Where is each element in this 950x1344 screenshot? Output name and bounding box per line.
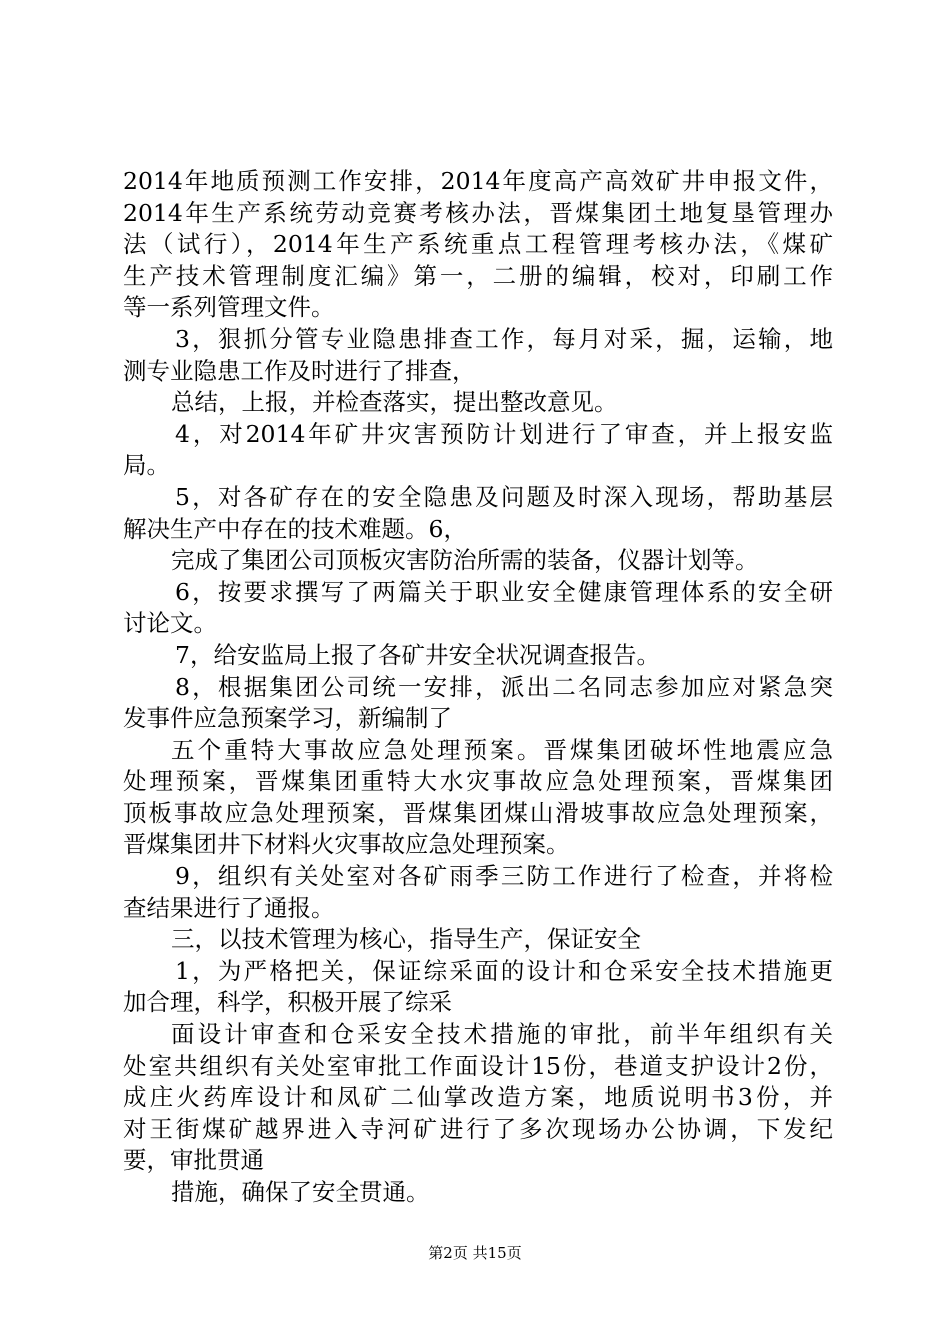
paragraph-line: 完成了集团公司顶板灾害防治所需的装备，仪器计划等。 [171, 546, 759, 575]
paragraph-line: 解决生产中存在的技术难题。6， [123, 514, 467, 543]
paragraph-line: 查结果进行了通报。 [123, 893, 335, 922]
paragraph-line: 法（试行），2014年生产系统重点工程管理考核办法，《煤矿 [123, 230, 833, 259]
paragraph-line: 发事件应急预案学习，新编制了 [123, 704, 452, 733]
paragraph-line: 4，对2014年矿井灾害预防计划进行了审查，并上报安监 [175, 419, 833, 448]
paragraph-line: 9，组织有关处室对各矿雨季三防工作进行了检查，并将检 [175, 862, 833, 891]
document-body [123, 166, 833, 1209]
paragraph-line: 处理预案，晋煤集团重特大水灾事故应急处理预案，晋煤集团 [123, 767, 833, 796]
paragraph-line: 6，按要求撰写了两篇关于职业安全健康管理体系的安全研 [175, 577, 833, 606]
paragraph-line: 晋煤集团井下材料火灾事故应急处理预案。 [123, 830, 570, 859]
paragraph-line: 5，对各矿存在的安全隐患及问题及时深入现场，帮助基层 [175, 482, 833, 511]
paragraph-line: 1，为严格把关，保证综采面的设计和仓采安全技术措施更 [175, 956, 833, 985]
paragraph-line: 顶板事故应急处理预案，晋煤集团煤山滑坡事故应急处理预案， [123, 798, 833, 827]
paragraph-line: 要，审批贯通 [123, 1146, 264, 1175]
paragraph-line: 生产技术管理制度汇编》第一，二册的编辑，校对，印刷工作 [123, 261, 833, 290]
paragraph-line: 2014年生产系统劳动竞赛考核办法，晋煤集团土地复垦管理办 [123, 198, 833, 227]
paragraph-line: 3，狠抓分管专业隐患排查工作，每月对采，掘，运输，地 [175, 324, 833, 353]
paragraph-line: 五个重特大事故应急处理预案。晋煤集团破坏性地震应急 [171, 735, 833, 764]
paragraph-line: 2014年地质预测工作安排，2014年度高产高效矿井申报文件， [123, 167, 833, 195]
paragraph-line: 措施，确保了安全贯通。 [171, 1178, 430, 1206]
paragraph-line: 测专业隐患工作及时进行了排查， [123, 356, 476, 385]
paragraph-line: 7，给安监局上报了各矿井安全状况调查报告。 [175, 640, 660, 669]
page-footer: 第2页 共15页 [428, 1244, 522, 1262]
paragraph-line: 8，根据集团公司统一安排，派出二名同志参加应对紧急突 [175, 672, 833, 701]
paragraph-line: 对王街煤矿越界进入寺河矿进行了多次现场办公协调，下发纪 [123, 1114, 833, 1143]
paragraph-line: 三，以技术管理为核心，指导生产，保证安全 [171, 925, 641, 954]
paragraph-line: 面设计审查和仓采安全技术措施的审批，前半年组织有关 [171, 1020, 833, 1049]
paragraph-line: 加合理，科学，积极开展了综采 [123, 988, 452, 1017]
paragraph-line: 处室共组织有关处室审批工作面设计15份，巷道支护设计2份， [123, 1051, 833, 1080]
paragraph-line: 总结，上报，并检查落实，提出整改意见。 [171, 388, 618, 417]
paragraph-line: 局。 [123, 451, 170, 480]
paragraph-line: 讨论文。 [123, 609, 217, 638]
paragraph-line: 成庄火药库设计和凤矿二仙掌改造方案，地质说明书3份，并 [123, 1083, 833, 1112]
paragraph-line: 等一系列管理文件。 [123, 293, 335, 322]
